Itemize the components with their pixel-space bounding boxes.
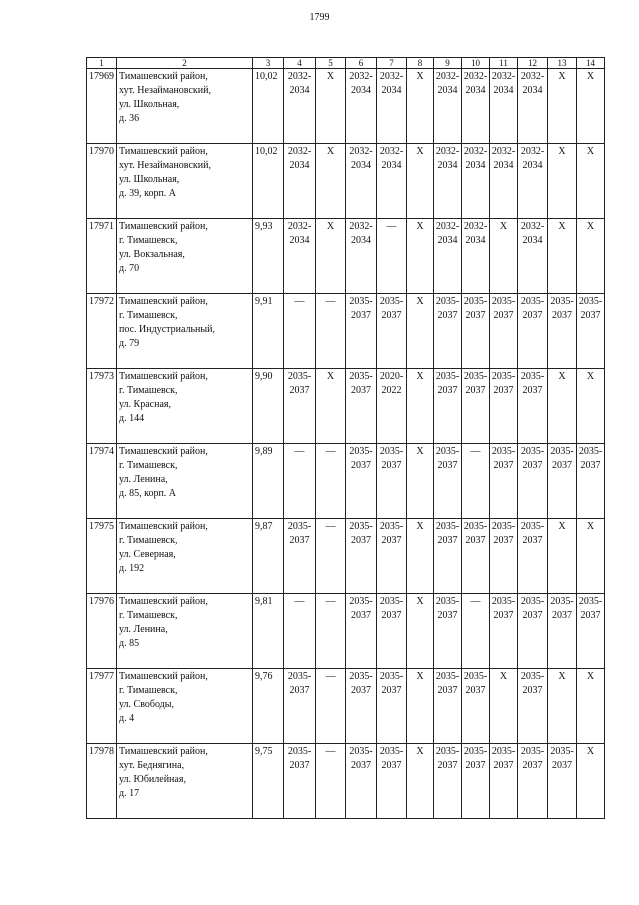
period-cell: 2035- 2037 (377, 444, 407, 519)
period-cell: Х (577, 69, 605, 144)
row-id-cell: 17970 (87, 144, 117, 219)
column-header: 1 (87, 58, 117, 69)
period-cell: Х (316, 219, 346, 294)
period-cell: 2035- 2037 (434, 744, 462, 819)
period-cell: 2035- 2037 (434, 594, 462, 669)
column-header: 12 (518, 58, 548, 69)
address-cell: Тимашевский район, г. Тимашевск, ул. Вокзальная, д. 70 (117, 219, 253, 294)
score-cell: 10,02 (253, 144, 284, 219)
page-number: 1799 (309, 12, 330, 23)
period-cell: 2032- 2034 (284, 219, 316, 294)
period-cell: 2035- 2037 (434, 369, 462, 444)
period-cell: 2035- 2037 (490, 744, 518, 819)
row-id-cell: 17972 (87, 294, 117, 369)
period-cell: 2035- 2037 (346, 519, 377, 594)
period-cell: — (284, 294, 316, 369)
period-cell: Х (316, 144, 346, 219)
period-cell: — (284, 444, 316, 519)
column-header: 14 (577, 58, 605, 69)
score-cell: 9,90 (253, 369, 284, 444)
period-cell: 2035- 2037 (518, 369, 548, 444)
table-row (87, 219, 605, 294)
address-cell: Тимашевский район, г. Тимашевск, ул. Ленина, д. 85, корп. А (117, 444, 253, 519)
score-cell: 9,81 (253, 594, 284, 669)
column-header: 6 (346, 58, 377, 69)
column-number-row (87, 58, 605, 69)
period-cell: 2035- 2037 (284, 744, 316, 819)
period-cell: 2035- 2037 (548, 594, 577, 669)
period-cell: 2032- 2034 (346, 219, 377, 294)
period-cell: — (316, 669, 346, 744)
row-id-cell: 17976 (87, 594, 117, 669)
column-header: 5 (316, 58, 346, 69)
period-cell: 2035- 2037 (377, 744, 407, 819)
period-cell: 2035- 2037 (518, 744, 548, 819)
column-header: 13 (548, 58, 577, 69)
column-header: 7 (377, 58, 407, 69)
period-cell: 2032- 2034 (462, 69, 490, 144)
column-header: 3 (253, 58, 284, 69)
period-cell: 2035- 2037 (518, 519, 548, 594)
score-cell: 9,87 (253, 519, 284, 594)
column-header: 11 (490, 58, 518, 69)
table-row (87, 69, 605, 144)
period-cell: 2035- 2037 (284, 669, 316, 744)
period-cell: Х (407, 744, 434, 819)
period-cell: Х (316, 69, 346, 144)
score-cell: 9,89 (253, 444, 284, 519)
address-cell: Тимашевский район, г. Тимашевск, ул. Красная, д. 144 (117, 369, 253, 444)
score-cell: 10,02 (253, 69, 284, 144)
period-cell: — (316, 744, 346, 819)
row-id-cell: 17974 (87, 444, 117, 519)
period-cell: 2035- 2037 (462, 519, 490, 594)
table-row (87, 519, 605, 594)
period-cell: 2032- 2034 (490, 144, 518, 219)
period-cell: 2032- 2034 (346, 69, 377, 144)
period-cell: — (462, 594, 490, 669)
table-row (87, 144, 605, 219)
period-cell: 2035- 2037 (346, 744, 377, 819)
period-cell: 2035- 2037 (548, 744, 577, 819)
period-cell: 2032- 2034 (462, 144, 490, 219)
period-cell: 2032- 2034 (518, 144, 548, 219)
period-cell: 2035- 2037 (462, 669, 490, 744)
period-cell: Х (407, 519, 434, 594)
period-cell: 2035- 2037 (434, 669, 462, 744)
period-cell: — (316, 519, 346, 594)
period-cell: 2035- 2037 (490, 594, 518, 669)
period-cell: 2032- 2034 (518, 69, 548, 144)
period-cell: 2032- 2034 (284, 144, 316, 219)
period-cell: 2035- 2037 (284, 519, 316, 594)
period-cell: Х (577, 144, 605, 219)
address-cell: Тимашевский район, г. Тимашевск, пос. Индустриальный, д. 79 (117, 294, 253, 369)
table-row (87, 444, 605, 519)
period-cell: 2035- 2037 (548, 294, 577, 369)
period-cell: Х (548, 219, 577, 294)
period-cell: 2035- 2037 (284, 369, 316, 444)
period-cell: 2035- 2037 (346, 444, 377, 519)
address-cell: Тимашевский район, г. Тимашевск, ул. Свободы, д. 4 (117, 669, 253, 744)
row-id-cell: 17978 (87, 744, 117, 819)
period-cell: Х (490, 219, 518, 294)
period-cell: 2035- 2037 (434, 444, 462, 519)
table-row (87, 294, 605, 369)
score-cell: 9,75 (253, 744, 284, 819)
period-cell: 2032- 2034 (434, 69, 462, 144)
period-cell: 2035- 2037 (518, 294, 548, 369)
period-cell: 2035- 2037 (462, 294, 490, 369)
period-cell: 2035- 2037 (377, 669, 407, 744)
table-row (87, 594, 605, 669)
column-header: 8 (407, 58, 434, 69)
period-cell: 2035- 2037 (490, 369, 518, 444)
period-cell: — (316, 294, 346, 369)
period-cell: 2032- 2034 (490, 69, 518, 144)
period-cell: Х (407, 669, 434, 744)
row-id-cell: 17975 (87, 519, 117, 594)
period-cell: Х (548, 519, 577, 594)
period-cell: 2035- 2037 (377, 294, 407, 369)
column-header: 4 (284, 58, 316, 69)
address-cell: Тимашевский район, хут. Беднягина, ул. Юбилейная, д. 17 (117, 744, 253, 819)
table-row (87, 369, 605, 444)
period-cell: — (316, 594, 346, 669)
period-cell: 2032- 2034 (434, 144, 462, 219)
period-cell: 2032- 2034 (434, 219, 462, 294)
period-cell: 2032- 2034 (284, 69, 316, 144)
period-cell: 2035- 2037 (490, 294, 518, 369)
period-cell: 2035- 2037 (518, 444, 548, 519)
period-cell: 2035- 2037 (346, 369, 377, 444)
table-body (87, 69, 605, 819)
period-cell: 2035- 2037 (518, 669, 548, 744)
column-header: 10 (462, 58, 490, 69)
address-cell: Тимашевский район, г. Тимашевск, ул. Ленина, д. 85 (117, 594, 253, 669)
period-cell: Х (407, 69, 434, 144)
period-cell: Х (577, 744, 605, 819)
score-cell: 9,93 (253, 219, 284, 294)
period-cell: 2020- 2022 (377, 369, 407, 444)
period-cell: 2035- 2037 (577, 444, 605, 519)
row-id-cell: 17971 (87, 219, 117, 294)
period-cell: — (377, 219, 407, 294)
period-cell: 2035- 2037 (346, 594, 377, 669)
period-cell: Х (548, 369, 577, 444)
period-cell: 2032- 2034 (346, 144, 377, 219)
period-cell: 2035- 2037 (377, 594, 407, 669)
period-cell: 2035- 2037 (577, 594, 605, 669)
period-cell: 2032- 2034 (518, 219, 548, 294)
period-cell: Х (577, 369, 605, 444)
period-cell: 2035- 2037 (346, 294, 377, 369)
period-cell: Х (407, 369, 434, 444)
period-cell: 2035- 2037 (462, 369, 490, 444)
score-cell: 9,91 (253, 294, 284, 369)
row-id-cell: 17973 (87, 369, 117, 444)
period-cell: 2035- 2037 (434, 519, 462, 594)
period-cell: Х (316, 369, 346, 444)
row-id-cell: 17969 (87, 69, 117, 144)
period-cell: 2035- 2037 (490, 519, 518, 594)
period-cell: — (462, 444, 490, 519)
period-cell: Х (577, 669, 605, 744)
score-cell: 9,76 (253, 669, 284, 744)
period-cell: 2035- 2037 (377, 519, 407, 594)
column-header: 9 (434, 58, 462, 69)
schedule-table (86, 57, 605, 819)
period-cell: Х (407, 594, 434, 669)
table-row (87, 744, 605, 819)
period-cell: 2035- 2037 (548, 444, 577, 519)
period-cell: Х (548, 144, 577, 219)
period-cell: Х (407, 294, 434, 369)
period-cell: 2032- 2034 (377, 69, 407, 144)
period-cell: Х (490, 669, 518, 744)
period-cell: Х (548, 669, 577, 744)
period-cell: 2035- 2037 (346, 669, 377, 744)
period-cell: Х (407, 444, 434, 519)
period-cell: 2032- 2034 (462, 219, 490, 294)
table-row (87, 669, 605, 744)
period-cell: Х (407, 144, 434, 219)
period-cell: — (284, 594, 316, 669)
period-cell: Х (577, 519, 605, 594)
address-cell: Тимашевский район, г. Тимашевск, ул. Северная, д. 192 (117, 519, 253, 594)
period-cell: Х (407, 219, 434, 294)
address-cell: Тимашевский район, хут. Незаймановский, ул. Школьная, д. 36 (117, 69, 253, 144)
period-cell: 2032- 2034 (377, 144, 407, 219)
period-cell: 2035- 2037 (490, 444, 518, 519)
column-header: 2 (117, 58, 253, 69)
row-id-cell: 17977 (87, 669, 117, 744)
period-cell: 2035- 2037 (462, 744, 490, 819)
period-cell: 2035- 2037 (518, 594, 548, 669)
period-cell: — (316, 444, 346, 519)
period-cell: Х (548, 69, 577, 144)
period-cell: 2035- 2037 (434, 294, 462, 369)
period-cell: 2035- 2037 (577, 294, 605, 369)
period-cell: Х (577, 219, 605, 294)
address-cell: Тимашевский район, хут. Незаймановский, ул. Школьная, д. 39, корп. А (117, 144, 253, 219)
